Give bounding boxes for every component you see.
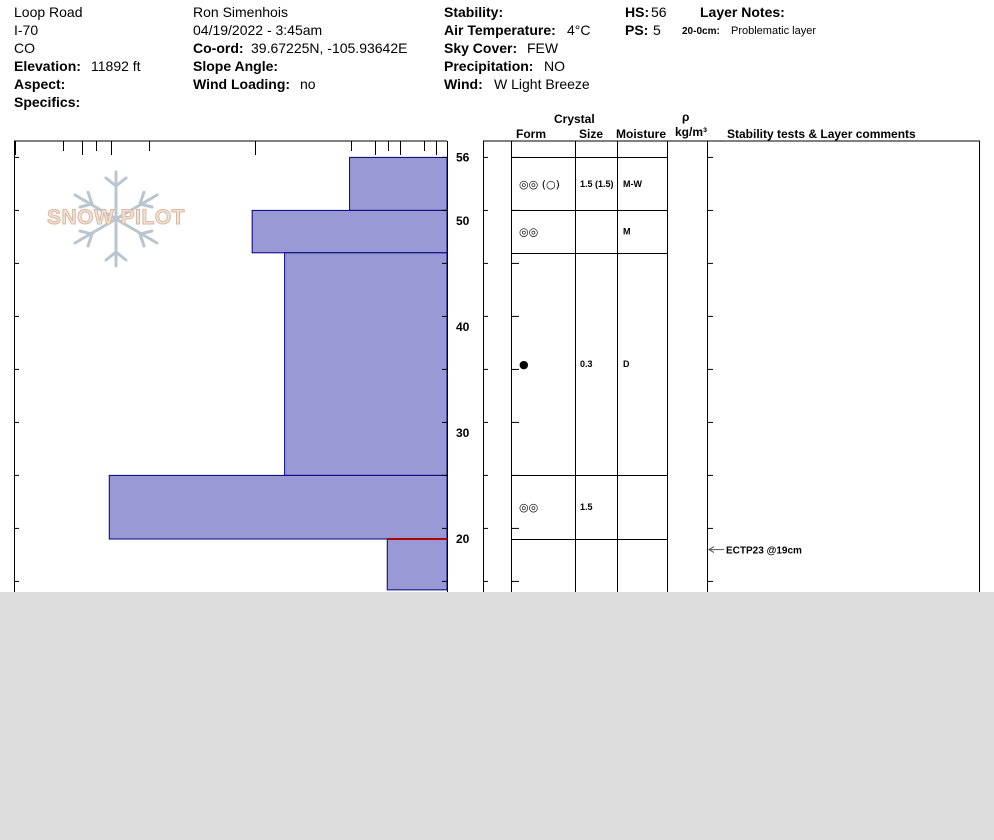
sky-cover-value: FEW bbox=[527, 40, 559, 56]
crystal-form-0: ◎◎ (○) bbox=[519, 177, 560, 191]
crystal-size-0: 1.5 (1.5) bbox=[580, 178, 614, 189]
layer-note-depth: 20-0cm: bbox=[682, 26, 720, 37]
form-header: Form bbox=[516, 127, 546, 141]
aspect-label: Aspect: bbox=[14, 76, 66, 92]
density-unit-header: kg/m³ bbox=[675, 125, 708, 139]
crystal-moisture-1: M bbox=[623, 226, 631, 237]
stability-test-label-0: ECTP23 @19cm bbox=[726, 545, 802, 557]
observer-name: Ron Simenhois bbox=[193, 4, 288, 20]
logo-text: SNOW PILOT bbox=[47, 206, 185, 229]
size-header: Size bbox=[579, 127, 604, 141]
specifics-label: Specifics: bbox=[14, 94, 81, 110]
slope-angle-label: Slope Angle: bbox=[193, 58, 279, 74]
precipitation-value: NO bbox=[544, 58, 565, 74]
y-tick-label-30: 30 bbox=[456, 426, 470, 440]
hardness-bar-0 bbox=[350, 157, 447, 210]
air-temperature-label: Air Temperature: bbox=[444, 22, 556, 38]
hardness-bar-3 bbox=[109, 475, 447, 539]
wind-loading-label: Wind Loading: bbox=[193, 76, 291, 92]
comments-header: Stability tests & Layer comments bbox=[727, 127, 916, 141]
location-name: Loop Road bbox=[14, 4, 83, 20]
crystal-form-1: ◎◎ bbox=[519, 225, 539, 239]
hardness-bar-2 bbox=[285, 253, 447, 476]
crystal-moisture-2: D bbox=[623, 359, 630, 370]
y-tick-label-40: 40 bbox=[456, 320, 470, 334]
observation-datetime: 04/19/2022 - 3:45am bbox=[193, 22, 323, 38]
crystal-moisture-0: M-W bbox=[623, 178, 642, 189]
moisture-header: Moisture bbox=[616, 127, 667, 141]
hardness-bar-1 bbox=[252, 210, 447, 252]
stability-label: Stability: bbox=[444, 4, 504, 20]
coord-label: Co-ord: bbox=[193, 40, 244, 56]
crystal-size-3: 1.5 bbox=[580, 502, 593, 513]
crystal-form-3: ◎◎ bbox=[519, 501, 539, 515]
elevation-label: Elevation: bbox=[14, 58, 81, 74]
ps-value: 5 bbox=[653, 22, 661, 38]
ps-label: PS: bbox=[625, 22, 649, 38]
crystal-table bbox=[483, 141, 980, 592]
hs-value: 56 bbox=[651, 4, 667, 20]
y-tick-label-50: 50 bbox=[456, 214, 470, 228]
hardness-bar-4 bbox=[387, 539, 447, 590]
zone-name: I-70 bbox=[14, 22, 39, 38]
wind-label: Wind: bbox=[444, 76, 483, 92]
wind-value: W Light Breeze bbox=[494, 76, 590, 92]
wind-loading-value: no bbox=[300, 76, 316, 92]
coord-value: 39.67225N, -105.93642E bbox=[251, 40, 408, 56]
sky-cover-label: Sky Cover: bbox=[444, 40, 518, 56]
elevation-value: 11892 ft bbox=[91, 58, 141, 74]
crystal-header: Crystal bbox=[554, 112, 595, 126]
y-tick-label-56: 56 bbox=[456, 150, 470, 165]
y-tick-label-20: 20 bbox=[456, 532, 470, 546]
precipitation-label: Precipitation: bbox=[444, 58, 534, 74]
layer-note-text: Problematic layer bbox=[731, 25, 816, 37]
crystal-form-2: ● bbox=[519, 358, 529, 372]
density-rho-header: ρ bbox=[682, 110, 690, 124]
hardness-profile bbox=[109, 157, 447, 589]
crystal-size-2: 0.3 bbox=[580, 359, 593, 370]
hs-label: HS: bbox=[625, 4, 650, 20]
state-name: CO bbox=[14, 40, 35, 56]
air-temperature-value: 4°C bbox=[567, 22, 591, 38]
layer-notes-label: Layer Notes: bbox=[700, 4, 785, 20]
